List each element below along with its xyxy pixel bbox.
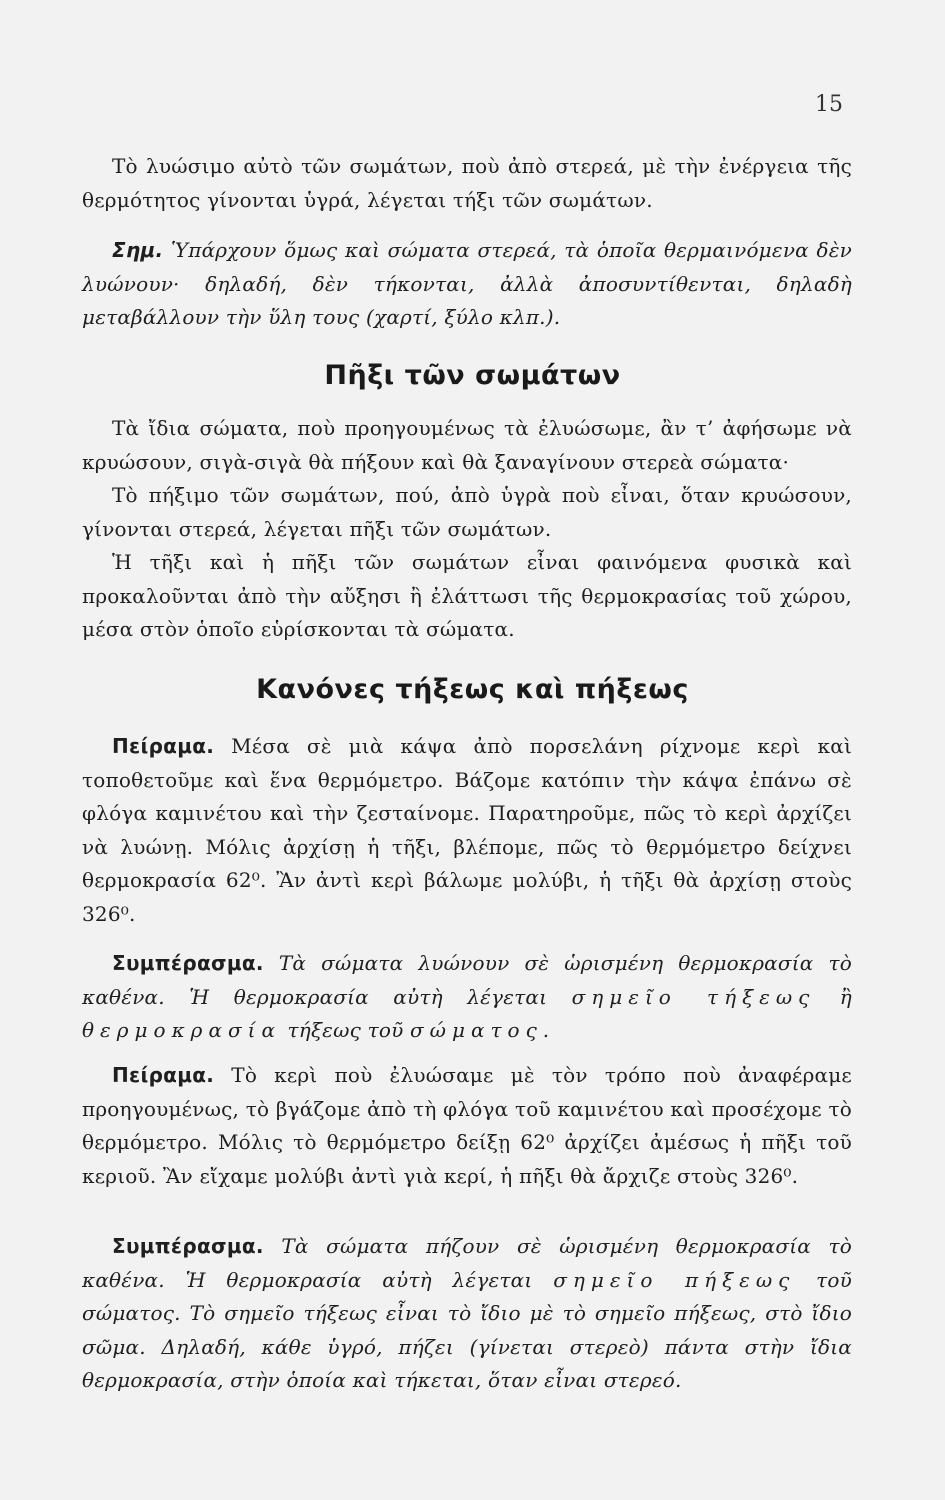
experiment-paragraph-2 [82,1059,852,1193]
conclusion-label: Συμπέρασμα. [112,1234,264,1258]
conclusion-label: Συμπέρασμα. [112,951,264,975]
spaced-term: σημεῖο πήξεως [553,1267,796,1292]
spaced-term: σώματος [410,1018,543,1042]
paragraph-text: Τὸ λυώσιμο αὐτὸ τῶν σωμάτων, ποὺ ἀπὸ στερεά, μὲ τὴν ἐνέργεια τῆς θερμότητος γίνονται ὑγρά, λέγεται τήξι τῶν σωμάτων. [82,154,852,212]
page-number: 15 [815,92,843,117]
experiment-text: Μέσα σὲ μιὰ κάψα ἀπὸ πορσελάνη ρίχνομε κερὶ καὶ τοποθετοῦμε καὶ ἕνα θερμόμετρο. Βάζομε κατόπιν τὴν κάψα ἐπάνω σὲ φλόγα καμινέτου καὶ τὴν ζεσταίνομε. Παρατηροῦμε, πῶς τὸ κερὶ ἀρχίζει νὰ λυώνῃ. Μόλις ἀρχίσῃ ἡ τῆξι, βλέπομε, πῶς τὸ θερμόμετρο δείχνει θερμοκρασία 62⁰. Ἂν ἀντὶ κερὶ βάλωμε μολύβι, ἡ τῆξι θὰ ἀρχίσῃ στοὺς 326⁰. [82,734,852,926]
paragraph-solidification-intro [82,412,852,479]
experiment-label: Πείραμα. [112,1063,215,1087]
note-label: Σημ. [112,238,164,262]
spaced-term: σημεῖο τήξεως [571,984,816,1009]
paragraph-solidification-definition [82,479,852,546]
paragraph-text: Ἡ τῆξι καὶ ἡ πῆξι τῶν σωμάτων εἶναι φαινόμενα φυσικὰ καὶ προκαλοῦνται ἀπὸ τὴν αὔξησι ἢ ἐλάττωσι τῆς θερμοκρασίας τοῦ χώρου, μέσα στὸν ὁποῖο εὑρίσκονται τὰ σώματα. [82,550,852,641]
spaced-term: θερμοκρασία [82,1018,281,1042]
paragraph-text: Τὸ πήξιμο τῶν σωμάτων, πού, ἀπὸ ὑγρὰ ποὺ εἶναι, ὅταν κρυώσουν, γίνονται στερεά, λέγεται πῆξι τῶν σωμάτων. [82,483,852,541]
conclusion-text: Τὰ σώματα πήζουν σὲ ὡρισμένη θερμοκρασία τὸ καθένα. Ἡ θερμοκρασία αὐτὴ λέγεται [82,1234,852,1292]
conclusion-text: τήξεως τοῦ [280,1018,410,1042]
section-heading-rules: Κανόνες τήξεως καὶ πήξεως [256,674,689,705]
paragraph-text: Τὰ ἴδια σώματα, ποὺ προηγουμένως τὰ ἐλυώσωμε, ἂν τ’ ἀφήσωμε νὰ κρυώσουν, σιγὰ-σιγὰ θὰ πήξουν καὶ θὰ ξαναγίνουν στερεὰ σώματα· [82,416,852,474]
experiment-text: Τὸ κερὶ ποὺ ἐλυώσαμε μὲ τὸν τρόπο ποὺ ἀναφέραμε προηγουμένως, τὸ βγάζομε ἀπὸ τὴ φλόγα τοῦ καμινέτου καὶ προσέχομε τὸ θερμόμετρο. Μόλις τὸ θερμόμετρο δείξῃ 62⁰ ἀρχίζει ἀμέσως ἡ πῆξι τοῦ κεριοῦ. Ἂν εἴχαμε μολύβι ἀντὶ γιὰ κερί, ἡ πῆξι θὰ ἄρχιζε στοὺς 326⁰. [82,1063,852,1188]
conclusion-paragraph-2 [82,1230,852,1398]
note-paragraph [82,234,852,335]
experiment-label: Πείραμα. [112,734,215,758]
conclusion-text: Τὰ σώματα λυώνουν σὲ ὡρισμένη θερμοκρασία τὸ καθένα. Ἡ θερμοκρασία αὐτὴ λέγεται [82,951,852,1009]
note-text: Ὑπάρχουν ὅμως καὶ σώματα στερεά, τὰ ὁποῖα θερμαινόμενα δὲν λυώνουν· δηλαδή, δὲν τήκονται, ἀλλὰ ἀποσυντίθενται, δηλαδὴ μεταβάλλουν τὴν ὕλη τους (χαρτί, ξύλο κλπ.). [82,238,852,329]
paragraph-melting-definition [82,150,852,217]
experiment-paragraph-1 [82,730,852,931]
conclusion-paragraph-1 [82,947,852,1048]
conclusion-text: τοῦ σώματος. Τὸ σημεῖο τήξεως εἶναι τὸ ἴδιο μὲ τὸ σημεῖο πήξεως, στὸ ἴδιο σῶμα. Δηλαδή, κάθε ὑγρό, πήζει (γίνεται στερεὸ) πάντα στὴν ἴδια θερμοκρασία, στὴν ὁποία καὶ τήκεται, ὅταν εἶναι στερεό. [82,1267,852,1392]
paragraph-physical-phenomena [82,546,852,647]
conclusion-text: . [542,1018,550,1042]
section-heading-solidification: Πῆξι τῶν σωμάτων [324,360,621,391]
conclusion-text: ἢ [815,984,852,1009]
